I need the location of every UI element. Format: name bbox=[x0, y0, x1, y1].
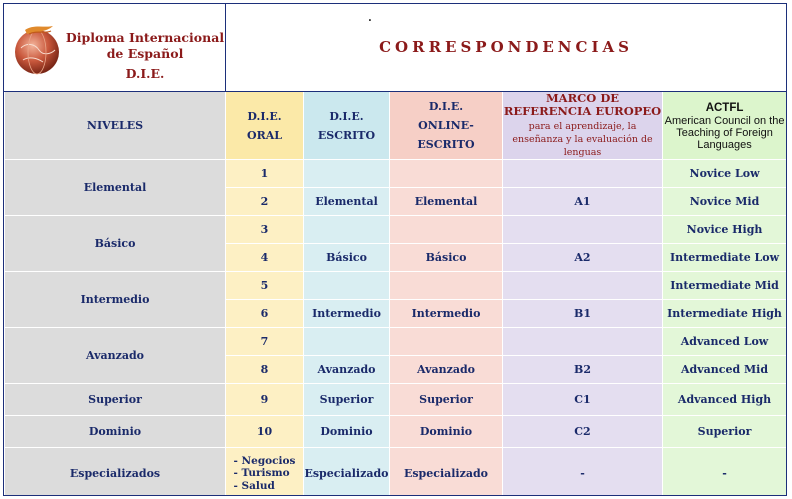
header-escrito: D.I.E. ESCRITO bbox=[304, 92, 390, 160]
oral-cell: 6 bbox=[226, 300, 304, 328]
logo-text bbox=[65, 30, 225, 82]
online-cell bbox=[390, 272, 503, 300]
online-cell bbox=[390, 216, 503, 244]
actfl-cell: Superior bbox=[663, 416, 787, 448]
level-superior: Superior bbox=[5, 384, 226, 416]
oral-cell: 5 bbox=[226, 272, 304, 300]
escrito-cell: Superior bbox=[304, 384, 390, 416]
marco-cell bbox=[503, 272, 663, 300]
correspondence-table bbox=[4, 4, 787, 496]
header-oral: D.I.E. ORAL bbox=[226, 92, 304, 160]
oral-cell-specialized bbox=[226, 448, 304, 497]
marco-cell: C1 bbox=[503, 384, 663, 416]
oral-cell: 3 bbox=[226, 216, 304, 244]
online-cell: Dominio bbox=[390, 416, 503, 448]
actfl-cell: - bbox=[663, 448, 787, 497]
actfl-cell: Novice High bbox=[663, 216, 787, 244]
escrito-cell: Avanzado bbox=[304, 356, 390, 384]
header-niveles: NIVELES bbox=[5, 92, 226, 160]
escrito-cell bbox=[304, 216, 390, 244]
escrito-cell bbox=[304, 328, 390, 356]
marco-cell bbox=[503, 216, 663, 244]
escrito-cell bbox=[304, 272, 390, 300]
online-cell: Básico bbox=[390, 244, 503, 272]
actfl-cell: Novice Low bbox=[663, 160, 787, 188]
oral-cell: 10 bbox=[226, 416, 304, 448]
logo-area bbox=[5, 5, 226, 92]
escrito-cell: Intermedio bbox=[304, 300, 390, 328]
level-elemental: Elemental bbox=[5, 160, 226, 216]
online-cell: Avanzado bbox=[390, 356, 503, 384]
escrito-cell bbox=[304, 160, 390, 188]
globe-logo-icon bbox=[11, 24, 63, 76]
oral-cell: 9 bbox=[226, 384, 304, 416]
header-marco: MARCO DE REFERENCIA EUROPEO para el aprendizaje, la enseñanza y la evaluación de lenguas bbox=[503, 91, 662, 158]
level-intermedio: Intermedio bbox=[5, 272, 226, 328]
marco-cell bbox=[503, 160, 663, 188]
correspondence-frame bbox=[3, 3, 787, 496]
oral-cell: 8 bbox=[226, 356, 304, 384]
spec-turismo: - Turismo bbox=[233, 467, 290, 480]
marco-cell: B1 bbox=[503, 300, 663, 328]
online-cell: Especializado bbox=[390, 448, 503, 497]
level-basico: Básico bbox=[5, 216, 226, 272]
actfl-cell: Advanced Mid bbox=[663, 356, 787, 384]
spec-negocios: - Negocios bbox=[233, 454, 296, 467]
spec-salud: - Salud bbox=[233, 479, 275, 492]
marco-cell bbox=[503, 328, 663, 356]
oral-cell: 1 bbox=[226, 160, 304, 188]
header-online: D.I.E. ONLINE- ESCRITO bbox=[390, 92, 503, 160]
escrito-cell: Especializado bbox=[304, 448, 390, 497]
online-cell: Superior bbox=[390, 384, 503, 416]
level-especializados: Especializados bbox=[5, 448, 226, 497]
escrito-cell: Dominio bbox=[304, 416, 390, 448]
marco-cell: B2 bbox=[503, 356, 663, 384]
marco-cell: A1 bbox=[503, 188, 663, 216]
level-dominio: Dominio bbox=[5, 416, 226, 448]
actfl-cell: Intermediate Mid bbox=[663, 272, 787, 300]
escrito-cell: Básico bbox=[304, 244, 390, 272]
oral-cell: 2 bbox=[226, 188, 304, 216]
actfl-cell: Intermediate High bbox=[663, 300, 787, 328]
escrito-cell: Elemental bbox=[304, 188, 390, 216]
online-cell bbox=[390, 328, 503, 356]
actfl-cell: Intermediate Low bbox=[663, 244, 787, 272]
stray-dot: . bbox=[368, 13, 372, 24]
logo-line-1: Diploma Internacional bbox=[65, 29, 225, 45]
header-actfl: ACTFL American Council on the Teaching of Foreign Languages bbox=[663, 92, 787, 160]
online-cell bbox=[390, 160, 503, 188]
logo-line-2: de Español bbox=[106, 45, 184, 61]
page-title: CORRESPONDENCIAS bbox=[379, 38, 633, 56]
oral-cell: 7 bbox=[226, 328, 304, 356]
marco-cell: - bbox=[503, 448, 663, 497]
marco-cell: C2 bbox=[503, 416, 663, 448]
title-area bbox=[226, 5, 787, 92]
online-cell: Elemental bbox=[390, 188, 503, 216]
marco-cell: A2 bbox=[503, 244, 663, 272]
online-cell: Intermedio bbox=[390, 300, 503, 328]
actfl-cell: Advanced Low bbox=[663, 328, 787, 356]
actfl-cell: Advanced High bbox=[663, 384, 787, 416]
actfl-cell: Novice Mid bbox=[663, 188, 787, 216]
level-avanzado: Avanzado bbox=[5, 328, 226, 384]
oral-cell: 4 bbox=[226, 244, 304, 272]
logo-line-3: D.I.E. bbox=[125, 65, 165, 81]
